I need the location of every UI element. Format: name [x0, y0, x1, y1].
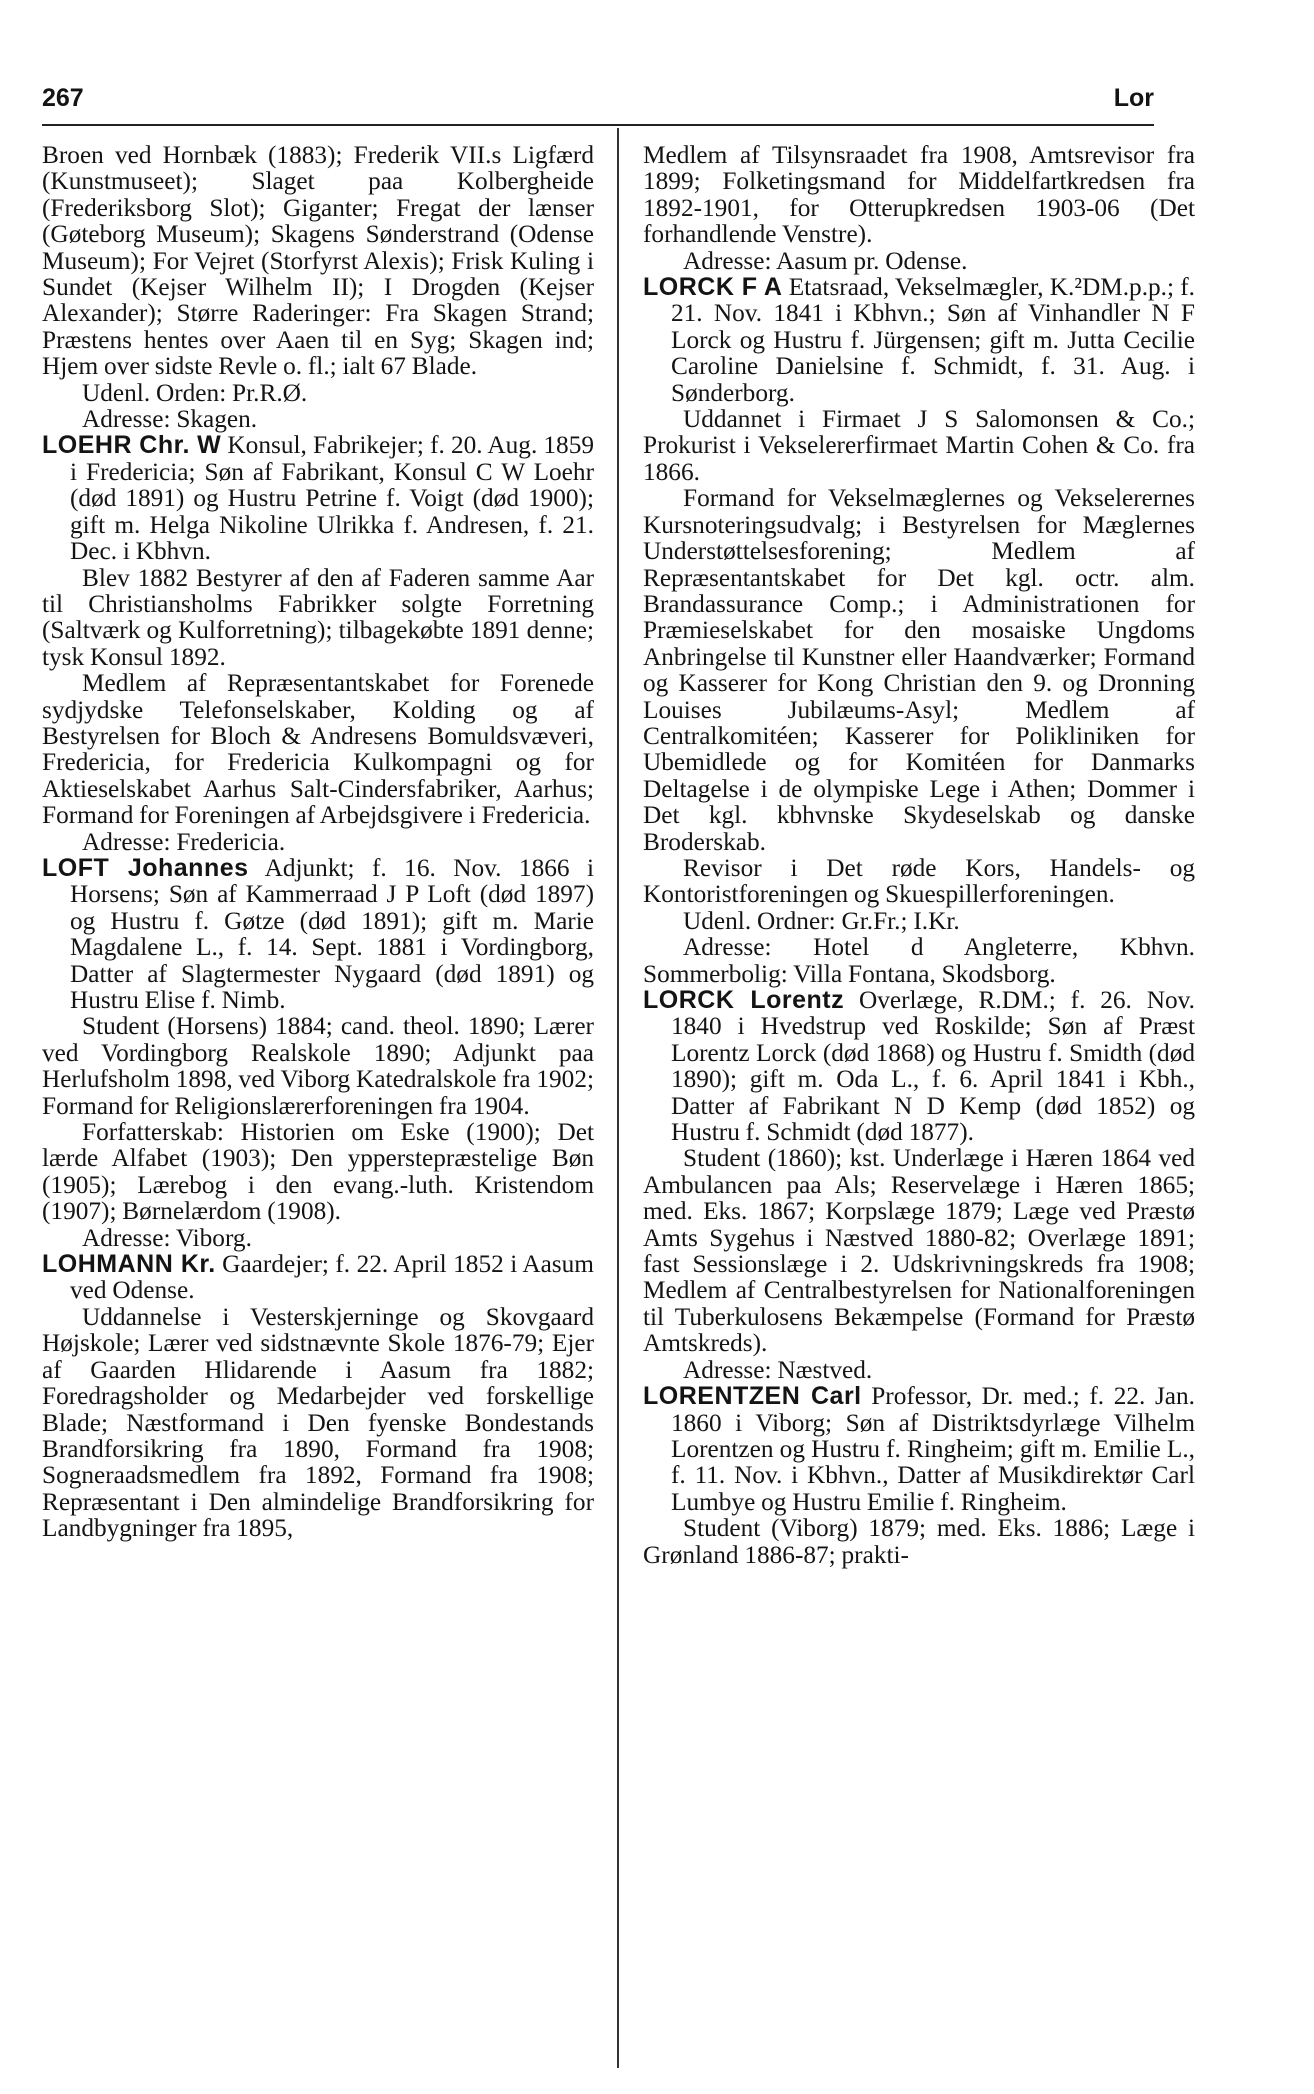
entry-loehr: [42, 432, 594, 564]
entry-intro: Etatsraad, Vekselmægler, K.²DM.p.p.; f. 21. Nov. 1841 i Kbhvn.; Søn af Vinhandler N F Lorck og Hustru f. Jürgensen; gift m. Jutta Cecilie Caroline Danielsine f. Schmidt, f. 31. Aug. i Sønderborg.: [671, 273, 1195, 407]
entry-intro: Konsul, Fabrikejer; f. 20. Aug. 1859 i Fredericia; Søn af Fabrikant, Konsul C W Loehr (død 1891) og Hustru Petrine f. Voigt (død 1900); gift m. Helga Nikoline Ulrikka f. Andresen, f. 21. Dec. i Kbhvn.: [70, 431, 595, 566]
entry-paragraph: Student (1860); kst. Underlæge i Hæren 1864 ved Ambulancen paa Als; Reservelæge i Hæren 1865; med. Eks. 1867; Korpslæge 1879; Læge ved Præstø Amts Sygehus i Næstved 1880-82; Overlæge 1891; fast Sessionslæge i 2. Udskrivningskreds fra 1908; Medlem af Centralbestyrelsen for Nationalforeningen til Tuberkulosens Bekæmpelse (Formand for Præstø Amtskreds).: [643, 1144, 1195, 1358]
entry-lorck-fa: [643, 274, 1195, 406]
entry-lorck-lorentz: [643, 987, 1195, 1145]
entry-continuation: Medlem af Tilsynsraadet fra 1908, Amtsrevisor fra 1899; Folketingsmand for Middelfartkredsen fra 1892-1901, for Otterupkredsen 1903-06 (Det forhandlende Venstre).: [643, 141, 1195, 249]
entry-headword: LORCK F A: [643, 273, 783, 302]
entry-intro: Adjunkt; f. 16. Nov. 1866 i Horsens; Søn af Kammerraad J P Loft (død 1897) og Hustru f. Gøtze (død 1891); gift m. Marie Magdalene L., f. 14. Sept. 1881 i Vordingborg, Datter af Slagtermester Nygaard (død 1891) og Hustru Elise f. Nimb.: [70, 853, 594, 1014]
entry-paragraph: Uddannet i Firmaet J S Salomonsen & Co.; Prokurist i Vekselererfirmaet Martin Cohen & Co. fra 1866.: [643, 405, 1195, 486]
entry-headword: LORENTZEN Carl: [643, 1382, 862, 1411]
entry-headword: LOHMANN Kr.: [42, 1250, 216, 1279]
entry-paragraph: Forfatterskab: Historien om Eske (1900); Det lærde Alfabet (1903); Den ypperstepræstelige Bøn (1905); Lærebog i den evang.-luth. Kristendom (1907); Børnelærdom (1908).: [42, 1118, 594, 1226]
entry-headword: LORCK Lorentz: [643, 986, 845, 1014]
left-column: [42, 142, 594, 1542]
entry-address: Adresse: Viborg.: [82, 1223, 252, 1252]
right-column: [643, 142, 1195, 1568]
entry-headword: LOEHR Chr. W: [42, 431, 222, 460]
running-head: Lor: [1113, 84, 1154, 112]
entry-intro: Professor, Dr. med.; f. 22. Jan. 1860 i Viborg; Søn af Distriktsdyrlæge Vilhelm Lorentzen og Hustru f. Ringheim; gift m. Emilie L., f. 11. Nov. i Kbhvn., Datter af Musikdirektør Carl Lumbye og Hustru Emilie f. Ringheim.: [671, 1382, 1195, 1516]
entry-paragraph: Uddannelse i Vesterskjerninge og Skovgaard Højskole; Lærer ved sidstnævnte Skole 1876-79; Ejer af Gaarden Hlidarende i Aasum fra 1882; Foredragsholder og Medarbejder ved forskellige Blade; Næstformand i Den fyenske Bondestands Brandforsikring fra 1890, Formand fra 1908; Sogneraadsmedlem fra 1892, Formand fra 1908; Repræsentant i Den almindelige Brandforsikring for Landbygninger fra 1895,: [42, 1302, 594, 1543]
entry-paragraph: Blev 1882 Bestyrer af den af Faderen samme Aar til Christiansholms Fabrikker solgte Forretning (Saltværk og Kulforretning); tilbagekøbte 1891 denne; tysk Konsul 1892.: [42, 563, 594, 671]
entry-headword: LOFT Johannes: [42, 853, 249, 882]
header-rule: [42, 124, 1154, 126]
entry-paragraph: Student (Viborg) 1879; med. Eks. 1886; Læge i Grønland 1886-87; prakti-: [643, 1514, 1195, 1569]
entry-address: Adresse: Næstved.: [683, 1355, 873, 1384]
entry-paragraph: Udenl. Orden: Pr.R.Ø.: [82, 378, 308, 407]
entry-address: Adresse: Aasum pr. Odense.: [683, 246, 968, 275]
column-separator: [617, 128, 619, 2068]
entry-paragraph: Formand for Vekselmæglernes og Vekselerernes Kursnoteringsudvalg; i Bestyrelsen for Mæglernes Understøttelsesforening; Medlem af Repræsentantskabet for Det kgl. octr. alm. Brandassurance Comp.; i Administrationen for Præmieselskabet for den mosaiske Ungdoms Anbringelse til Kunstner eller Haandværker; Formand og Kasserer for Kong Christian den 9. og Dronning Louises Jubilæums-Asyl; Medlem af Centralkomitéen; Kasserer for Polikliniken for Ubemidlede og for Komitéen for Danmarks Deltagelse i de olympiske Lege i Athen; Dommer i Det kgl. kbhvnske Skydeselskab og danske Broderskab.: [643, 484, 1195, 856]
entry-address: Adresse: Hotel d Angleterre, Kbhvn. Sommerbolig: Villa Fontana, Skodsborg.: [643, 933, 1195, 988]
entry-paragraph: Medlem af Repræsentantskabet for Forenede sydjydske Telefonselskaber, Kolding og af Bestyrelsen for Bloch & Andresens Bomuldsvæveri, Fredericia, for Fredericia Kulkompagni og for Aktieselskabet Aarhus Salt-Cindersfabriker, Aarhus; Formand for Foreningen af Arbejdsgivere i Fredericia.: [42, 669, 594, 830]
entry-lohmann: [42, 1251, 594, 1304]
entry-lorentzen: [643, 1383, 1195, 1515]
entry-paragraph: Revisor i Det røde Kors, Handels- og Kontoristforeningen og Skuespillerforeningen.: [643, 853, 1195, 909]
entry-address: Adresse: Skagen.: [82, 405, 258, 434]
entry-paragraph: Udenl. Ordner: Gr.Fr.; I.Kr.: [683, 906, 960, 935]
page-number: 267: [42, 84, 84, 112]
entry-continuation: Broen ved Hornbæk (1883); Frederik VII.s Ligfærd (Kunstmuseet); Slaget paa Kolbergheide (Frederiksborg Slot); Giganter; Fregat der lænser (Gøteborg Museum); Skagens Sønderstrand (Odense Museum); For Vejret (Storfyrst Alexis); Frisk Kuling i Sundet (Kejser Wilhelm II); I Drogden (Kejser Alexander); Større Raderinger: Fra Skagen Strand; Præstens hentes over Aaen til en Syg; Skagen ind; Hjem over sidste Revle o. fl.; ialt 67 Blade.: [42, 141, 594, 381]
entry-address: Adresse: Fredericia.: [82, 827, 286, 856]
entry-paragraph: Student (Horsens) 1884; cand. theol. 1890; Lærer ved Vordingborg Realskole 1890; Adjunkt paa Herlufsholm 1898, ved Viborg Katedralskole fra 1902; Formand for Religionslærerforeningen fra 1904.: [42, 1012, 594, 1120]
entry-intro: Gaardejer; f. 22. April 1852 i Aasum ved Odense.: [70, 1250, 594, 1305]
entry-loft: [42, 855, 594, 1013]
entry-intro: Overlæge, R.DM.; f. 26. Nov. 1840 i Hvedstrup ved Roskilde; Søn af Præst Lorentz Lorck (død 1868) og Hustru f. Smidth (død 1890); gift m. Oda L., f. 6. April 1841 i Kbh., Datter af Fabrikant N D Kemp (død 1852) og Hustru f. Schmidt (død 1877).: [671, 986, 1195, 1147]
